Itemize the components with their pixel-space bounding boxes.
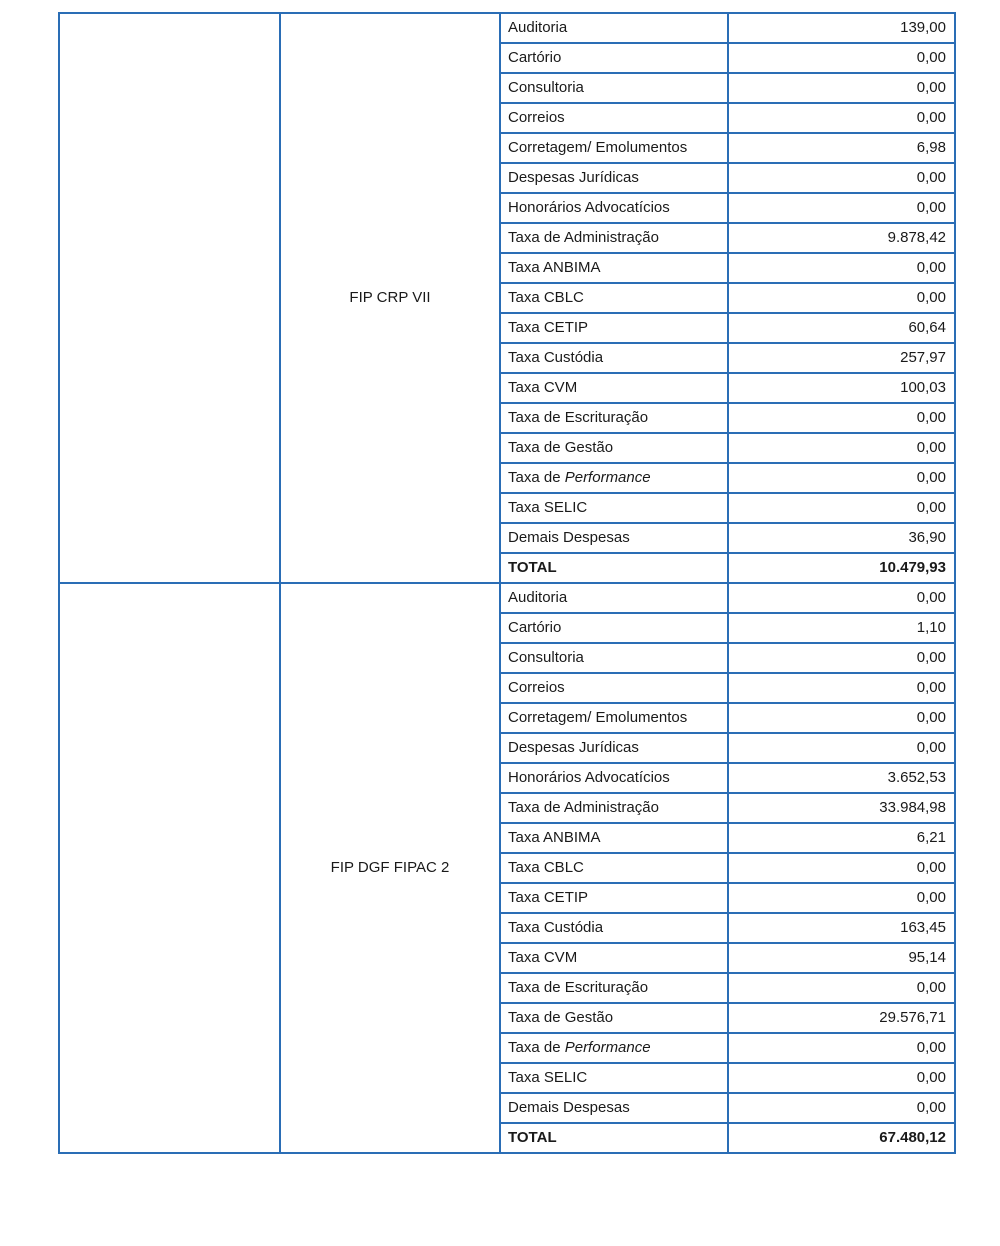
expense-label-cell xyxy=(500,913,728,943)
expense-label: Taxa Custódia xyxy=(508,919,604,936)
expense-label: Taxa ANBIMA xyxy=(508,259,601,276)
expense-value: 0,00 xyxy=(728,403,955,433)
expense-label: Despesas Jurídicas xyxy=(508,739,639,756)
expense-value: 95,14 xyxy=(728,943,955,973)
expense-label: Taxa de Administração xyxy=(508,799,659,816)
expense-label-cell xyxy=(500,73,728,103)
expense-label: Honorários Advocatícios xyxy=(508,199,670,216)
expense-label-cell xyxy=(500,853,728,883)
expense-label: Taxa de Escrituração xyxy=(508,979,649,996)
expense-label-cell xyxy=(500,823,728,853)
expense-value: 0,00 xyxy=(728,193,955,223)
fund-name: FIP CRP VII xyxy=(349,289,431,306)
expense-label: Taxa de xyxy=(508,1039,565,1056)
expense-label-cell xyxy=(500,673,728,703)
expense-value: 0,00 xyxy=(728,493,955,523)
expense-value: 0,00 xyxy=(728,433,955,463)
expense-label: Demais Despesas xyxy=(508,1099,630,1116)
expense-label: Taxa Custódia xyxy=(508,349,604,366)
expense-label-cell xyxy=(500,13,728,43)
expense-label: Taxa CETIP xyxy=(508,319,589,336)
expense-label-cell xyxy=(500,493,728,523)
expense-label-cell xyxy=(500,973,728,1003)
expense-label: Consultoria xyxy=(508,649,584,666)
expense-value: 0,00 xyxy=(728,253,955,283)
expense-label-cell xyxy=(500,583,728,613)
expense-value: 60,64 xyxy=(728,313,955,343)
expense-label: Cartório xyxy=(508,619,562,636)
expense-label: Taxa de xyxy=(508,469,565,486)
expense-value: 0,00 xyxy=(728,673,955,703)
expense-label-cell xyxy=(500,613,728,643)
expense-label-cell xyxy=(500,1093,728,1123)
expense-value: 0,00 xyxy=(728,733,955,763)
expense-table xyxy=(58,12,956,1154)
expense-label: Corretagem/ Emolumentos xyxy=(508,709,688,726)
expense-label-cell xyxy=(500,433,728,463)
total-label: TOTAL xyxy=(500,553,728,583)
expense-label: Auditoria xyxy=(508,19,568,36)
expense-label-emphasis: Performance xyxy=(564,469,651,486)
expense-label-cell xyxy=(500,703,728,733)
expense-value: 33.984,98 xyxy=(728,793,955,823)
expense-value: 1,10 xyxy=(728,613,955,643)
expense-value: 163,45 xyxy=(728,913,955,943)
expense-value: 6,21 xyxy=(728,823,955,853)
expense-value: 0,00 xyxy=(728,163,955,193)
expense-label: Honorários Advocatícios xyxy=(508,769,670,786)
expense-label: Auditoria xyxy=(508,589,568,606)
expense-label-cell xyxy=(500,643,728,673)
expense-label-cell xyxy=(500,253,728,283)
expense-label-cell xyxy=(500,883,728,913)
expense-label-cell xyxy=(500,763,728,793)
expense-label: Corretagem/ Emolumentos xyxy=(508,139,688,156)
expense-value: 0,00 xyxy=(728,463,955,493)
expense-value: 9.878,42 xyxy=(728,223,955,253)
expense-value: 257,97 xyxy=(728,343,955,373)
total-label: TOTAL xyxy=(500,1123,728,1153)
expense-value: 0,00 xyxy=(728,583,955,613)
expense-value: 0,00 xyxy=(728,43,955,73)
expense-table-body xyxy=(59,13,955,1153)
expense-value: 0,00 xyxy=(728,103,955,133)
expense-value: 0,00 xyxy=(728,283,955,313)
fund-name-cell xyxy=(280,583,500,1153)
expense-value: 0,00 xyxy=(728,703,955,733)
expense-label: Taxa de Escrituração xyxy=(508,409,649,426)
total-value: 67.480,12 xyxy=(728,1123,955,1153)
expense-value: 6,98 xyxy=(728,133,955,163)
expense-label-emphasis: Performance xyxy=(564,1039,651,1056)
expense-label: Correios xyxy=(508,109,565,126)
expense-label-cell xyxy=(500,463,728,493)
expense-label: Taxa CETIP xyxy=(508,889,589,906)
fund-group-cell xyxy=(59,13,280,583)
expense-label: Consultoria xyxy=(508,79,584,96)
expense-label-cell xyxy=(500,133,728,163)
expense-label-cell xyxy=(500,1003,728,1033)
expense-value: 0,00 xyxy=(728,1033,955,1063)
expense-label: Taxa CVM xyxy=(508,949,578,966)
expense-label-cell xyxy=(500,943,728,973)
expense-label: Taxa de Gestão xyxy=(508,1009,614,1026)
expense-label: Taxa ANBIMA xyxy=(508,829,601,846)
total-value: 10.479,93 xyxy=(728,553,955,583)
expense-label: Taxa CBLC xyxy=(508,859,584,876)
expense-label: Taxa CVM xyxy=(508,379,578,396)
expense-label: Taxa SELIC xyxy=(508,1069,588,1086)
expense-label-cell xyxy=(500,403,728,433)
table-row xyxy=(59,13,955,43)
expense-label-cell xyxy=(500,1063,728,1093)
expense-label: Cartório xyxy=(508,49,562,66)
expense-label: Taxa de Administração xyxy=(508,229,659,246)
expense-value: 100,03 xyxy=(728,373,955,403)
fund-name: FIP DGF FIPAC 2 xyxy=(330,859,450,876)
expense-label: Despesas Jurídicas xyxy=(508,169,639,186)
expense-value: 0,00 xyxy=(728,643,955,673)
fund-name-cell xyxy=(280,13,500,583)
expense-value: 36,90 xyxy=(728,523,955,553)
expense-label-cell xyxy=(500,103,728,133)
expense-label-cell xyxy=(500,193,728,223)
expense-label: Taxa CBLC xyxy=(508,289,584,306)
expense-label-cell xyxy=(500,163,728,193)
expense-label-cell xyxy=(500,343,728,373)
expense-value: 0,00 xyxy=(728,973,955,1003)
expense-value: 29.576,71 xyxy=(728,1003,955,1033)
expense-label-cell xyxy=(500,793,728,823)
expense-value: 0,00 xyxy=(728,1093,955,1123)
expense-label: Taxa de Gestão xyxy=(508,439,614,456)
expense-label-cell xyxy=(500,733,728,763)
expense-value: 0,00 xyxy=(728,1063,955,1093)
expense-value: 0,00 xyxy=(728,853,955,883)
expense-label: Taxa SELIC xyxy=(508,499,588,516)
expense-label-cell xyxy=(500,43,728,73)
expense-value: 3.652,53 xyxy=(728,763,955,793)
expense-value: 139,00 xyxy=(728,13,955,43)
expense-label-cell xyxy=(500,223,728,253)
expense-label: Demais Despesas xyxy=(508,529,630,546)
expense-value: 0,00 xyxy=(728,73,955,103)
fund-group-cell xyxy=(59,583,280,1153)
table-row xyxy=(59,583,955,613)
expense-value: 0,00 xyxy=(728,883,955,913)
expense-label: Correios xyxy=(508,679,565,696)
expense-label-cell xyxy=(500,373,728,403)
expense-label-cell xyxy=(500,283,728,313)
expense-label-cell xyxy=(500,313,728,343)
expense-label-cell xyxy=(500,523,728,553)
expense-label-cell xyxy=(500,1033,728,1063)
